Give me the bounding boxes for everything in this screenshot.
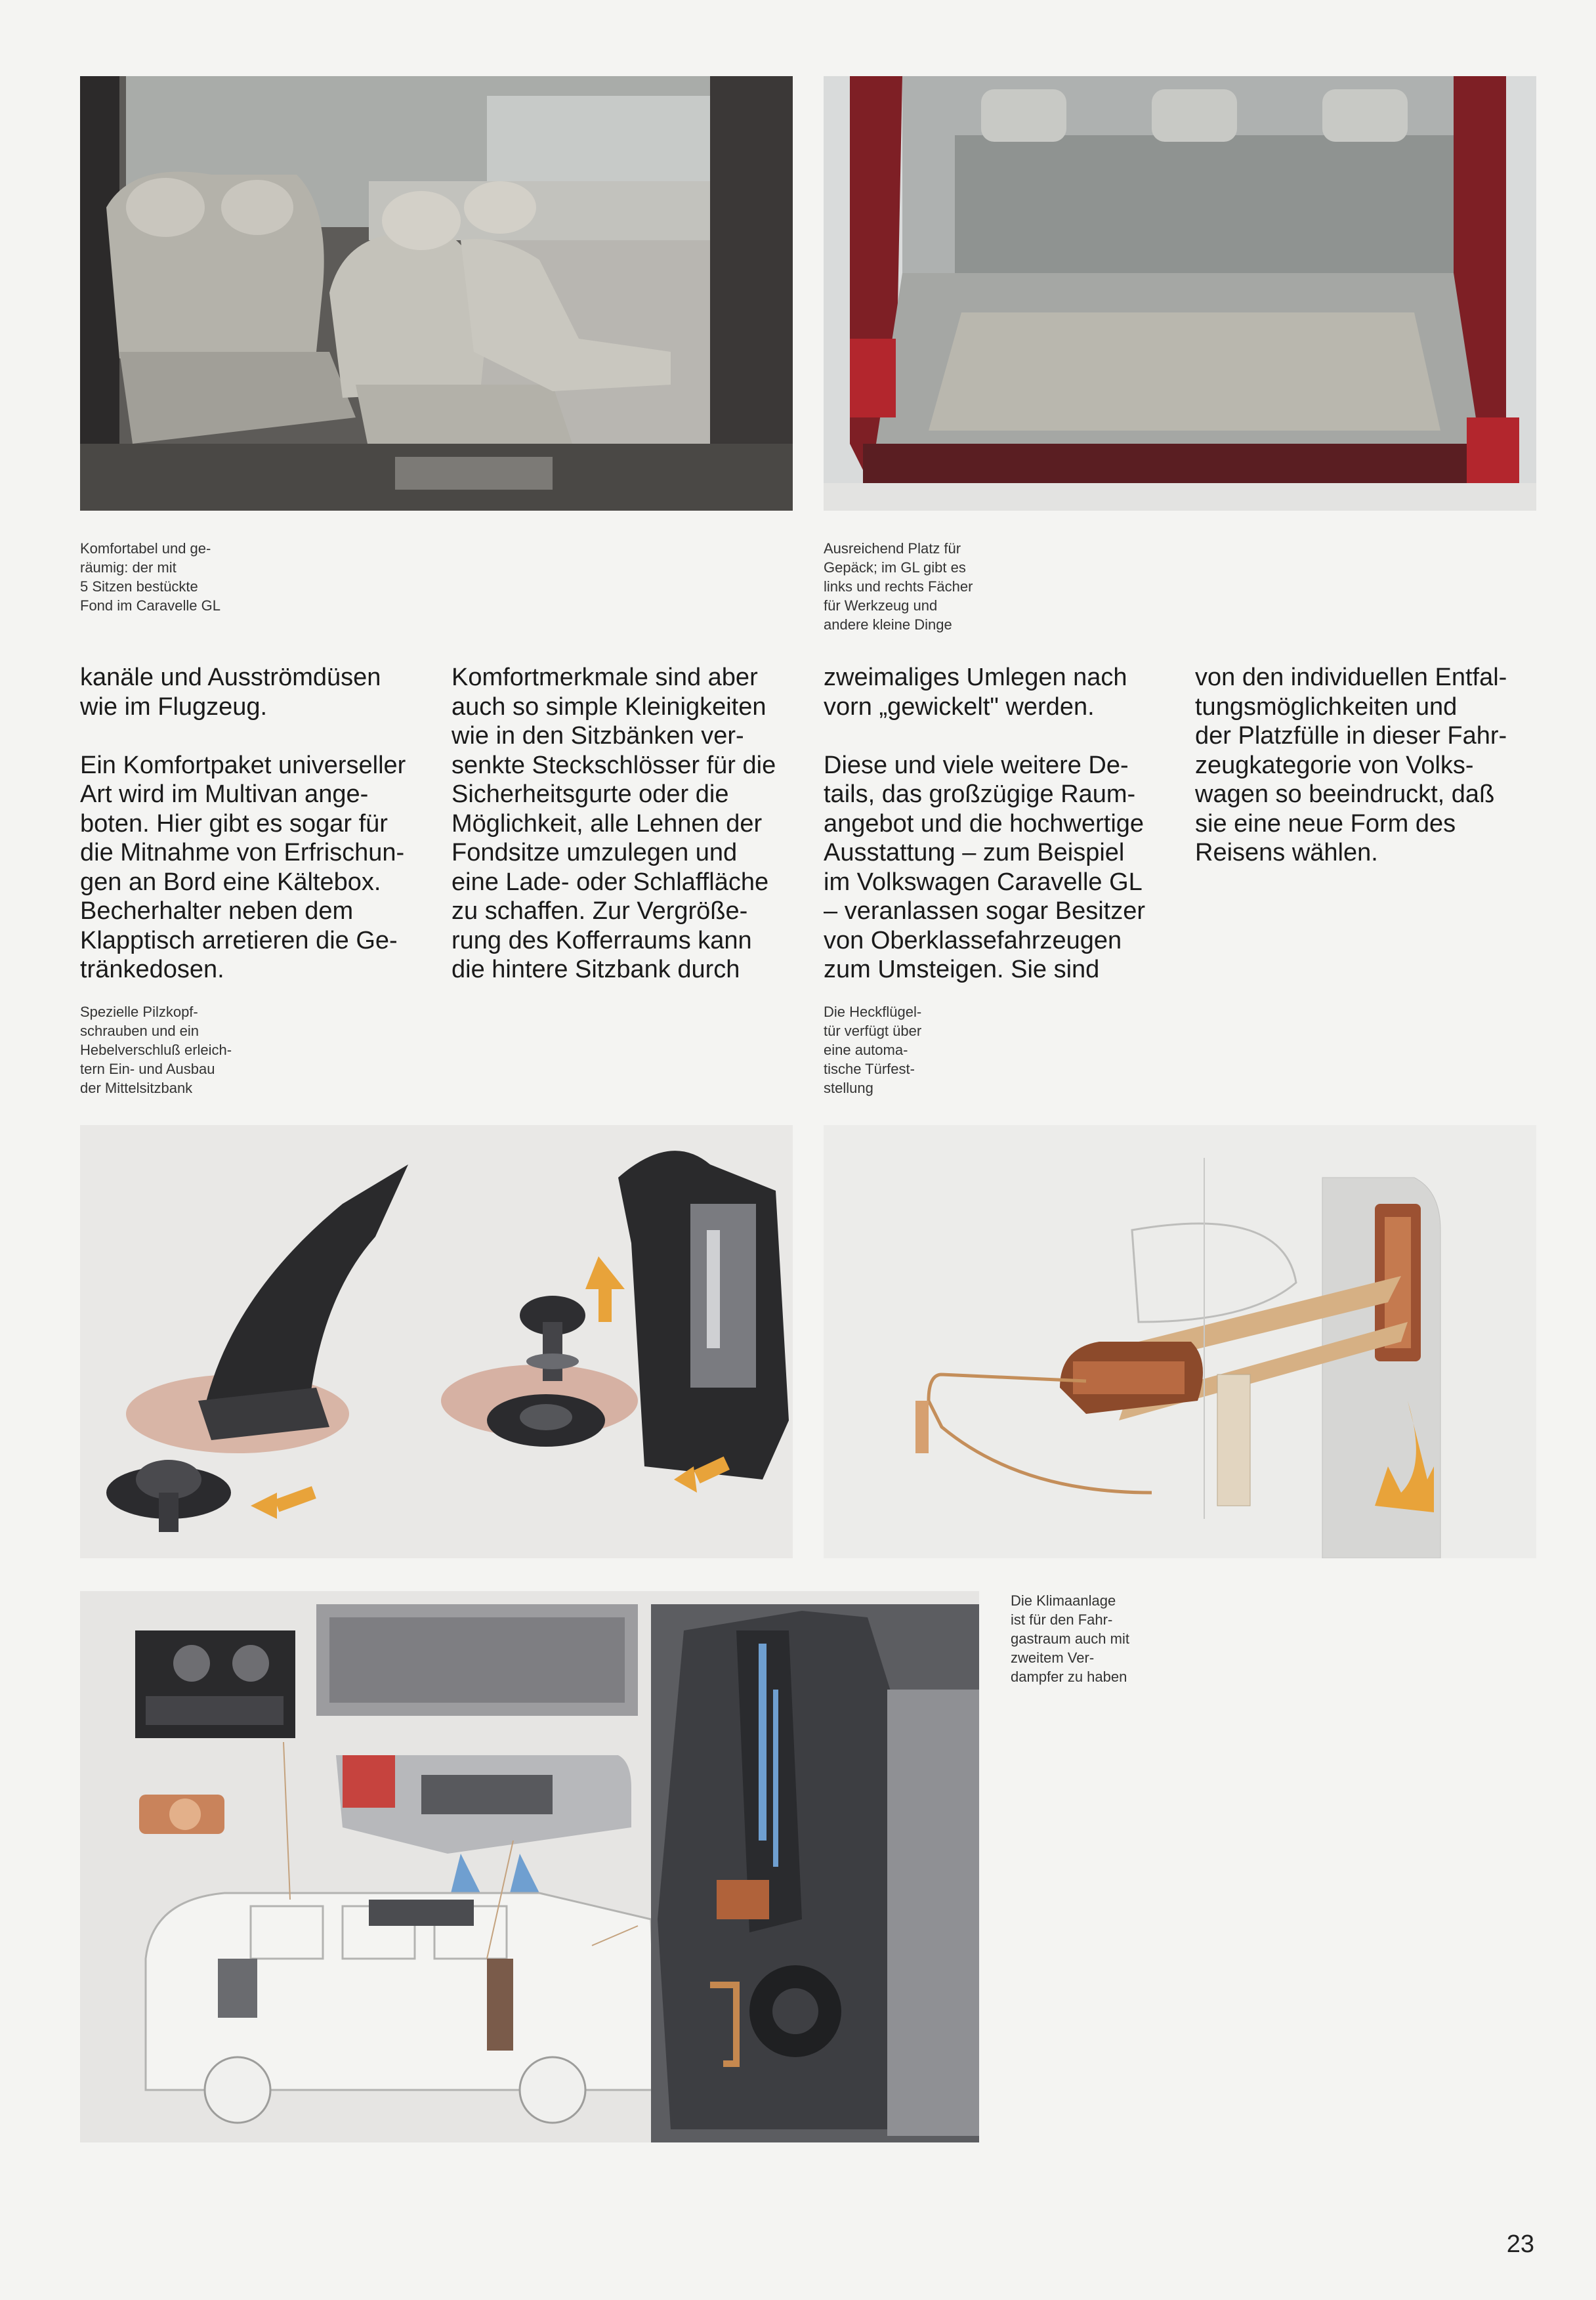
seat-bolts-illustration bbox=[80, 1125, 793, 1558]
seat-bolts-caption: Spezielle Pilzkopf- schrauben und ein Hebelverschluß erleich- tern Ein- und Ausbau der Mittelsitzbank bbox=[80, 1004, 232, 1096]
cargo-area-photo bbox=[824, 76, 1536, 511]
cargo-photo-caption: Ausreichend Platz für Gepäck; im GL gibt es links und rechts Fächer für Werkzeug und andere kleine Dinge bbox=[824, 540, 973, 633]
text-column-4: von den individuellen Entfal- tungsmöglichkeiten und der Platzfülle in dieser Fahr- zeugkategorie von Volks- wagen so beeindruckt, daß sie eine neue Form des Reisens wählen. bbox=[1195, 664, 1507, 866]
text-column-2: Komfortmerkmale sind aber auch so simple Kleinigkeiten wie in den Sitzbänken ver- senkte Steckschlösser für die Sicherheitsgurte oder die Möglichkeit, alle Lehnen der Fondsitze umzulegen und eine Lade- oder Schlaffläche zu schaffen. Zur Vergröße- rung des Kofferraums kann die hintere Sitzbank durch bbox=[452, 664, 776, 983]
climate-caption: Die Klimaanlage ist für den Fahr- gastraum auch mit zweitem Ver- dampfer zu haben bbox=[1011, 1592, 1129, 1685]
page-number: 23 bbox=[1506, 2230, 1534, 2258]
tailgate-caption: Die Heckflügel- tür verfügt über eine automa- tische Türfest- stellung bbox=[824, 1004, 922, 1096]
interior-photo-caption: Komfortabel und ge- räumig: der mit 5 Sitzen bestückte Fond im Caravelle GL bbox=[80, 540, 220, 614]
text-column-3: zweimaliges Umlegen nach vorn „gewickelt" werden. Diese und viele weitere De- tails, das großzügige Raum- angebot und die hochwertige Ausstattung – zum Beispiel im Volkswagen Caravelle GL – veranlassen sogar Besitzer von Oberklassefahrzeugen zum Umsteigen. Sie sind bbox=[824, 664, 1146, 983]
text-column-1: kanäle und Ausströmdüsen wie im Flugzeug. Ein Komfortpaket universeller Art wird im Multivan ange- boten. Hier gibt es sogar für die Mitnahme von Erfrischun- gen an Bord eine Kältebox. Becherhalter neben dem Klapptisch arretieren die Ge- tränkedosen. bbox=[80, 664, 406, 983]
climate-system-illustration bbox=[80, 1591, 979, 2142]
interior-seats-photo bbox=[80, 76, 793, 511]
tailgate-hinge-illustration bbox=[824, 1125, 1536, 1558]
